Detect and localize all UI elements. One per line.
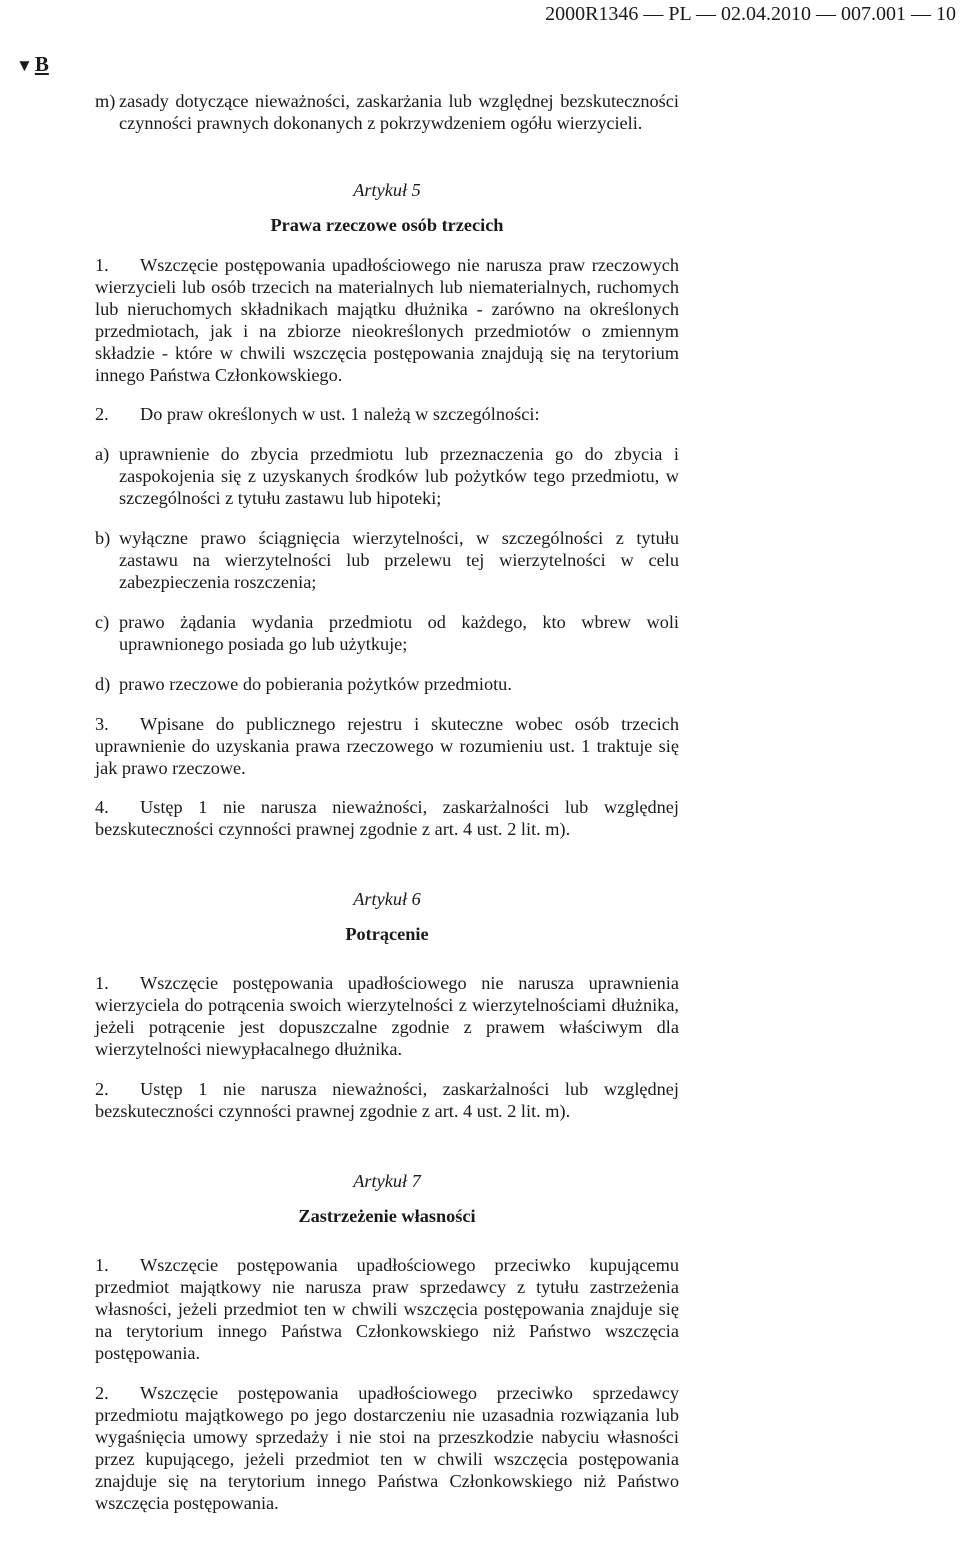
list-item-c [95, 611, 679, 655]
list-item-a [95, 443, 679, 509]
article-5-paragraph-1: 1. Wszczęcie postępowania upadłościowego nie narusza praw rzeczowych wierzycieli lub osób trzecich na materialnych lub niematerialnych, ruchomych lub nieruchomych składnikach majątku dłużnika - zarówno na określonych przedmiotach, jak i na zbiorze nieokreślonych przedmiotów o zmiennym składzie - które w chwili wszczęcia postępowania znajdują się na terytorium innego Państwa Członkowskiego. [95, 255, 679, 385]
article-5-paragraph-2: 2. Do praw określonych w ust. 1 należą w szczególności: [95, 404, 540, 424]
list-item-label: c) [95, 612, 110, 632]
article-5-paragraph-4: 4. Ustęp 1 nie narusza nieważności, zaskarżalności lub względnej bezskuteczności czynności prawnej zgodnie z art. 4 ust. 2 lit. m). [95, 797, 679, 839]
article-5-heading: Prawa rzeczowe osób trzecich [270, 215, 504, 235]
list-item-label: b) [95, 528, 111, 548]
list-item-text: zasady dotyczące nieważności, zaskarżania lub względnej bezskuteczności czynności prawnych dokonanych z pokrzywdzeniem ogółu wierzycieli. [119, 91, 679, 133]
article-5-paragraph-3: 3. Wpisane do publicznego rejestru i skuteczne wobec osób trzecich uprawnienie do uzyskania prawa rzeczowego w rozumieniu ust. 1 traktuje się jak prawo rzeczowe. [95, 714, 679, 778]
list-item-text: prawo żądania wydania przedmiotu od każdego, kto wbrew woli uprawnionego posiada go lub użytkuje; [119, 612, 679, 654]
article-6-paragraph-2: 2. Ustęp 1 nie narusza nieważności, zaskarżalności lub względnej bezskuteczności czynności prawnej zgodnie z art. 4 ust. 2 lit. m). [95, 1079, 679, 1121]
triangle-down-icon: ▼ [16, 56, 33, 75]
article-6-paragraph-1: 1. Wszczęcie postępowania upadłościowego nie narusza uprawnienia wierzyciela do potrącenia swoich wierzytelności z wierzytelnościami dłużnika, jeżeli potrącenie jest dopuszczalne zgodnie z prawem właściwym dla wierzytelności niewypłacalnego dłużnika. [95, 973, 679, 1059]
article-7-paragraph-1: 1. Wszczęcie postępowania upadłościowego przeciwko kupującemu przedmiot majątkowy nie narusza praw sprzedawcy z tytułu zastrzeżenia własności, jeżeli przedmiot ten w chwili wszczęcia postępowania znajduje się na terytorium innego Państwa Członkowskiego niż Państwo wszczęcia postępowania. [95, 1255, 679, 1363]
article-6-title: Artykuł 6 [353, 889, 421, 909]
list-item-text: uprawnienie do zbycia przedmiotu lub przeznaczenia go do zbycia i zaspokojenia się z uzyskanych środków lub pożytków tego przedmiotu, w szczególności z tytułu zastawu lub hipoteki; [119, 444, 679, 508]
article-7-heading: Zastrzeżenie własności [298, 1206, 476, 1226]
marker-label: B [34, 52, 49, 76]
article-5-title: Artykuł 5 [353, 180, 421, 200]
amendment-marker [16, 52, 49, 78]
article-7-paragraph-2: 2. Wszczęcie postępowania upadłościowego przeciwko sprzedawcy przedmiotu majątkowego po jego dostarczeniu nie uzasadnia rozwiązania lub wygaśnięcia umowy sprzedaży i nie stoi na przeszkodzie nabyciu własności przez kupującego, jeżeli przedmiot ten w chwili wszczęcia postępowania znajduje się na terytorium innego Państwa Członkowskiego niż Państwo wszczęcia postępowania. [95, 1383, 679, 1513]
document-body [95, 90, 679, 1514]
list-item-text: prawo rzeczowe do pobierania pożytków przedmiotu. [119, 674, 512, 694]
article-7-title: Artykuł 7 [353, 1171, 421, 1191]
document-reference: 2000R1346 — PL — 02.04.2010 — 007.001 — 10 [545, 3, 956, 25]
list-item-d [95, 673, 679, 695]
list-item-label: d) [95, 674, 111, 694]
article-6-heading: Potrącenie [345, 924, 429, 944]
list-item-label: m) [95, 91, 116, 111]
list-item-label: a) [95, 444, 110, 464]
list-item-b [95, 527, 679, 593]
list-item-m [95, 90, 679, 134]
list-item-text: wyłączne prawo ściągnięcia wierzytelności, w szczególności z tytułu zastawu na wierzytelności lub przelewu tej wierzytelności w celu zabezpieczenia roszczenia; [119, 528, 679, 592]
